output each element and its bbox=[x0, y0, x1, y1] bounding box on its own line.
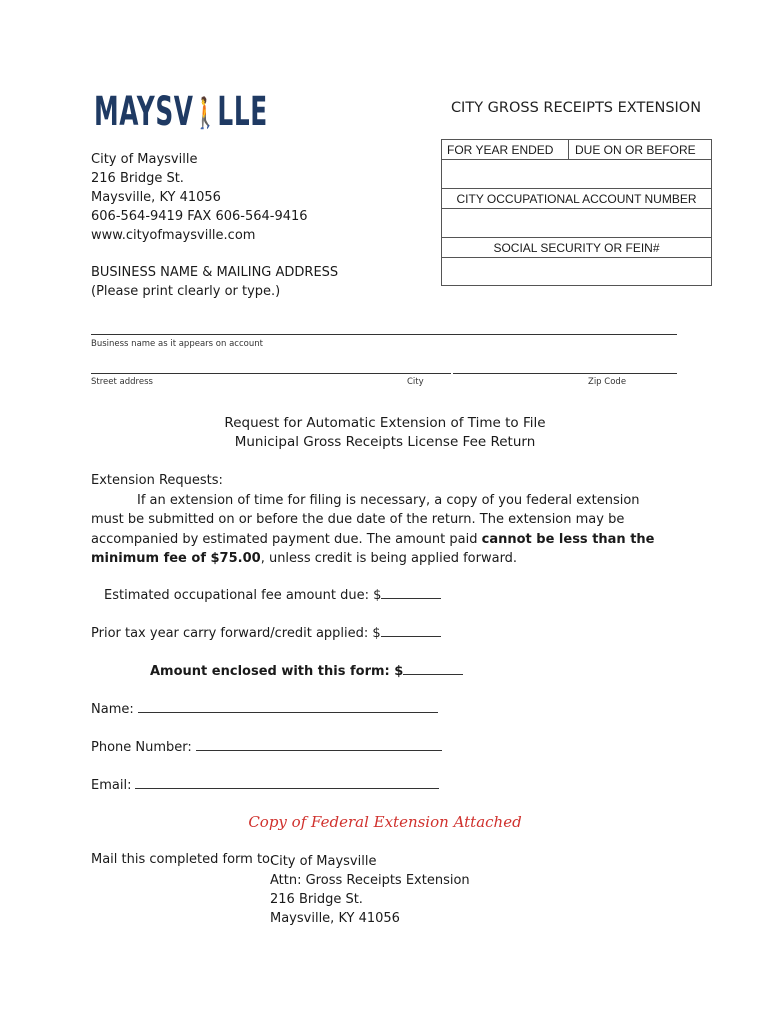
phone-input[interactable] bbox=[196, 738, 442, 751]
extension-text-2: , unless credit is being applied forward. bbox=[260, 551, 518, 566]
extension-text-1: If an extension of time for filing is necessary, a copy of you federal extension must be submitted on or before the due date of the return. The extension may be accompanied by estimated payment due. The amount paid bbox=[91, 492, 640, 547]
mail-line-2: Attn: Gross Receipts Extension bbox=[270, 873, 470, 888]
for-year-ended-label: FOR YEAR ENDED bbox=[442, 140, 569, 159]
email-input[interactable] bbox=[135, 776, 439, 789]
amount-enclosed-input[interactable] bbox=[403, 662, 463, 675]
org-name: City of Maysville bbox=[91, 152, 198, 167]
due-on-or-before-label: DUE ON OR BEFORE bbox=[575, 142, 696, 157]
phone-label: Phone Number: bbox=[91, 740, 192, 755]
business-name-line[interactable] bbox=[91, 334, 677, 335]
occupational-account-label: CITY OCCUPATIONAL ACCOUNT NUMBER bbox=[442, 189, 711, 209]
maysville-logo bbox=[94, 89, 268, 135]
email-field bbox=[91, 776, 439, 793]
ssn-fein-label: SOCIAL SECURITY OR FEIN# bbox=[442, 238, 711, 258]
mail-address bbox=[270, 852, 470, 928]
extension-heading: Extension Requests: bbox=[91, 473, 223, 488]
extension-requests bbox=[91, 471, 671, 569]
logo-text-left: MAYSV bbox=[94, 89, 194, 135]
business-heading: BUSINESS NAME & MAILING ADDRESS bbox=[91, 265, 339, 280]
ssn-fein-input[interactable] bbox=[442, 258, 711, 285]
name-field bbox=[91, 700, 438, 717]
request-title-line1: Request for Automatic Extension of Time to File bbox=[224, 415, 546, 431]
account-info-table bbox=[441, 139, 712, 286]
org-website: www.cityofmaysville.com bbox=[91, 228, 256, 243]
zip-line[interactable] bbox=[453, 373, 677, 374]
form-title: CITY GROSS RECEIPTS EXTENSION bbox=[450, 100, 702, 116]
phone-field bbox=[91, 738, 442, 755]
street-city-line[interactable] bbox=[91, 373, 451, 374]
extension-body bbox=[91, 491, 671, 569]
mail-line-4: Maysville, KY 41056 bbox=[270, 911, 400, 926]
year-due-header-row bbox=[442, 140, 711, 160]
name-label: Name: bbox=[91, 702, 134, 717]
name-input[interactable] bbox=[138, 700, 438, 713]
city-caption: City bbox=[407, 377, 424, 387]
email-label: Email: bbox=[91, 778, 132, 793]
zip-caption: Zip Code bbox=[588, 377, 627, 387]
amount-enclosed-label: Amount enclosed with this form: $ bbox=[150, 664, 404, 679]
org-street: 216 Bridge St. bbox=[91, 171, 184, 186]
request-title bbox=[91, 414, 679, 452]
prior-credit-label: Prior tax year carry forward/credit applied: $ bbox=[91, 626, 381, 641]
estimated-fee-input[interactable] bbox=[381, 586, 441, 599]
prior-credit-field bbox=[91, 624, 441, 641]
occupational-account-input[interactable] bbox=[442, 209, 711, 238]
estimated-fee-field bbox=[104, 586, 441, 603]
mail-line-1: City of Maysville bbox=[270, 854, 377, 869]
org-address bbox=[91, 150, 308, 245]
business-section bbox=[91, 263, 338, 301]
business-instruction: (Please print clearly or type.) bbox=[91, 284, 281, 299]
mail-label: Mail this completed form to: bbox=[91, 852, 275, 867]
mail-line-3: 216 Bridge St. bbox=[270, 892, 363, 907]
figure-icon: 🚶 bbox=[193, 96, 218, 131]
extension-text-bold: cannot be less than the minimum fee of $75.00 bbox=[91, 531, 655, 566]
year-due-input-row[interactable] bbox=[442, 160, 711, 189]
amount-enclosed-field bbox=[150, 662, 463, 679]
org-city-state-zip: Maysville, KY 41056 bbox=[91, 190, 221, 205]
logo-text-right: LLE bbox=[217, 89, 268, 135]
request-title-line2: Municipal Gross Receipts License Fee Return bbox=[234, 434, 536, 450]
prior-credit-input[interactable] bbox=[381, 624, 441, 637]
copy-of-federal-extension-note: Copy of Federal Extension Attached bbox=[248, 813, 522, 831]
estimated-fee-label: Estimated occupational fee amount due: $ bbox=[104, 588, 382, 603]
business-name-caption: Business name as it appears on account bbox=[91, 339, 263, 349]
street-caption: Street address bbox=[91, 377, 153, 387]
org-phone-fax: 606-564-9419 FAX 606-564-9416 bbox=[91, 209, 308, 224]
